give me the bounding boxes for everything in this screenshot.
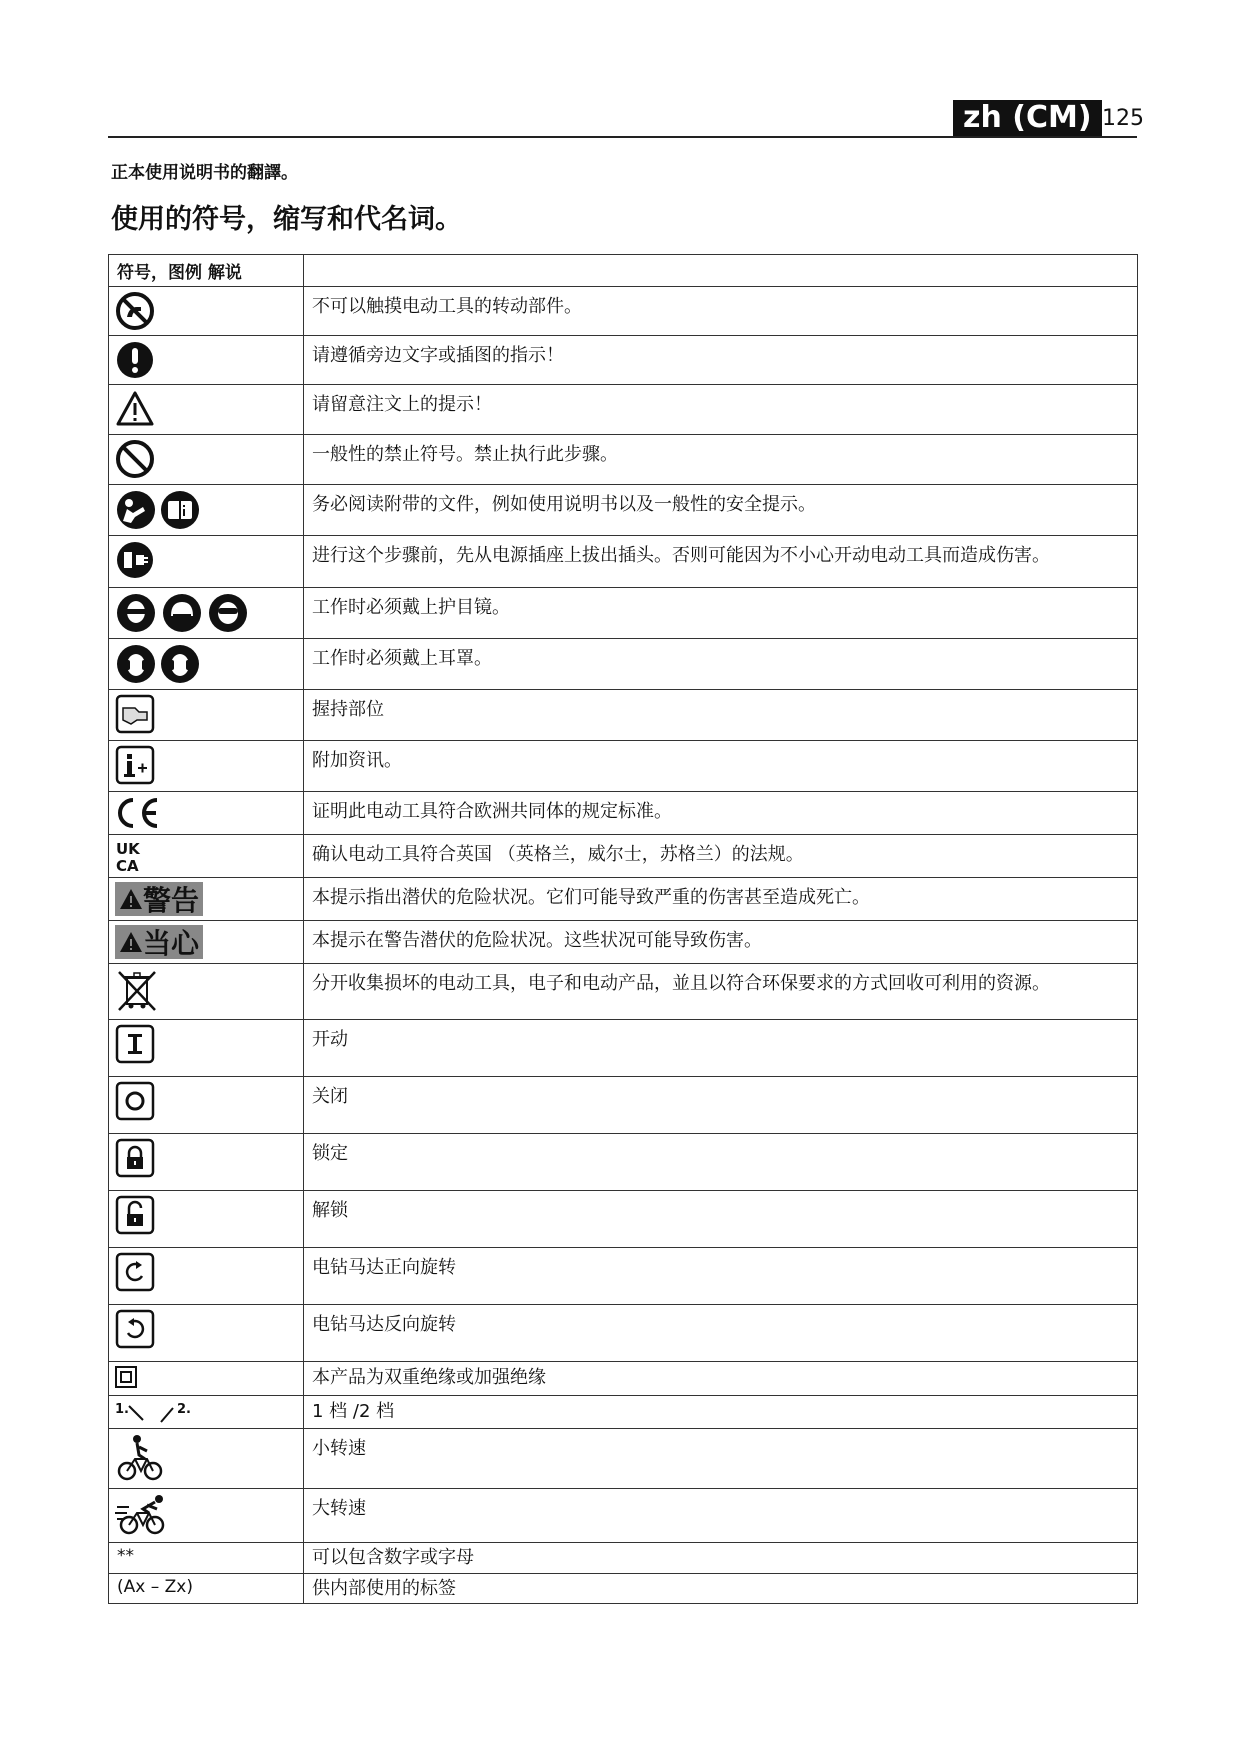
row-description: 开动	[304, 1020, 1138, 1077]
read-manual-icon	[115, 489, 203, 531]
table-row	[109, 287, 1138, 336]
table-row	[109, 435, 1138, 485]
table-row	[109, 336, 1138, 385]
warning-triangle-small-icon	[119, 931, 143, 953]
header-desc-cell	[304, 255, 1138, 287]
warning-triangle-icon	[115, 389, 155, 429]
unlock-icon	[115, 1195, 155, 1235]
table-row	[109, 1489, 1138, 1543]
ear-protection-icon	[115, 643, 203, 685]
no-touch-rotating-icon	[115, 291, 155, 331]
power-on-icon	[115, 1024, 155, 1064]
grip-area-icon	[115, 694, 155, 734]
header-rule	[108, 136, 1137, 138]
row-description: 工作时必须戴上护目镜。	[304, 588, 1138, 639]
row-description: 请留意注文上的提示！	[304, 385, 1138, 435]
svg-text:1.: 1.	[115, 1402, 129, 1417]
table-row	[109, 1077, 1138, 1134]
low-speed-bike-icon	[115, 1433, 165, 1483]
row-description: 务必阅读附带的文件，例如使用说明书以及一般性的安全提示。	[304, 485, 1138, 536]
table-row	[109, 1191, 1138, 1248]
warning-triangle-small-icon	[119, 888, 143, 910]
warning-label-icon	[115, 882, 203, 916]
table-row	[109, 964, 1138, 1020]
mandatory-action-icon	[115, 340, 155, 380]
table-row	[109, 835, 1138, 878]
table-row	[109, 792, 1138, 835]
row-description: 一般性的禁止符号。禁止执行此步骤。	[304, 435, 1138, 485]
table-row	[109, 1362, 1138, 1396]
table-row	[109, 1248, 1138, 1305]
table-row	[109, 921, 1138, 964]
ukca-mark-icon	[115, 839, 149, 873]
gear-1-2-icon	[115, 1400, 199, 1424]
svg-text:CA: CA	[116, 857, 139, 873]
row-description: 1 档 /2 档	[304, 1396, 1138, 1429]
translation-note: 正本使用说明书的翻譯。	[111, 163, 298, 183]
high-speed-bike-icon	[115, 1493, 171, 1537]
table-row	[109, 588, 1138, 639]
row-symbol-text: **	[117, 1546, 134, 1566]
row-description: 电钻马达反向旋转	[304, 1305, 1138, 1362]
row-description: 本提示在警告潜伏的危险状况。这些状况可能导致伤害。	[304, 921, 1138, 964]
row-description: 本提示指出潜伏的危险状况。它们可能导致严重的伤害甚至造成死亡。	[304, 878, 1138, 921]
info-icon	[115, 745, 155, 785]
caution-label-text: 当心	[143, 927, 200, 960]
row-symbol-text: (Ax – Zx)	[117, 1577, 193, 1597]
table-row	[109, 1396, 1138, 1429]
lock-icon	[115, 1138, 155, 1178]
row-description: 不可以触摸电动工具的转动部件。	[304, 287, 1138, 336]
row-description: 工作时必须戴上耳罩。	[304, 639, 1138, 690]
row-description: 确认电动工具符合英国 （英格兰，威尔士，苏格兰）的法规。	[304, 835, 1138, 878]
table-row	[109, 385, 1138, 435]
double-insulation-icon	[115, 1366, 137, 1388]
row-description: 供内部使用的标签	[304, 1574, 1138, 1604]
table-header-row	[109, 255, 1138, 287]
table-row	[109, 639, 1138, 690]
table-row	[109, 1543, 1138, 1574]
table-row	[109, 690, 1138, 741]
rotate-clockwise-icon	[115, 1252, 155, 1292]
row-description: 本产品为双重绝缘或加强绝缘	[304, 1362, 1138, 1396]
row-description: 附加资讯。	[304, 741, 1138, 792]
page-number: 125	[1102, 106, 1144, 131]
caution-label-icon	[115, 925, 203, 959]
svg-text:UK: UK	[116, 840, 140, 858]
symbols-table	[108, 254, 1138, 1604]
row-description: 可以包含数字或字母	[304, 1543, 1138, 1574]
row-description: 分开收集损坏的电动工具，电子和电动产品，並且以符合环保要求的方式回收可利用的资源。	[304, 964, 1138, 1020]
row-description: 请遵循旁边文字或插图的指示！	[304, 336, 1138, 385]
language-badge: zh (CM)	[953, 100, 1102, 136]
row-description: 小转速	[304, 1429, 1138, 1489]
table-row	[109, 1429, 1138, 1489]
page-title: 使用的符号，缩写和代名词。	[111, 204, 462, 235]
row-description: 电钻马达正向旋转	[304, 1248, 1138, 1305]
table-row	[109, 878, 1138, 921]
svg-text:2.: 2.	[177, 1402, 191, 1417]
row-description: 握持部位	[304, 690, 1138, 741]
table-row	[109, 1574, 1138, 1604]
unplug-icon	[115, 540, 155, 580]
table-row	[109, 1305, 1138, 1362]
table-row	[109, 741, 1138, 792]
row-description: 证明此电动工具符合欧洲共同体的规定标准。	[304, 792, 1138, 835]
row-description: 大转速	[304, 1489, 1138, 1543]
table-row	[109, 1134, 1138, 1191]
header-symbol-cell: 符号，图例 解说	[117, 263, 242, 283]
rotate-counterclockwise-icon	[115, 1309, 155, 1349]
table-row	[109, 536, 1138, 588]
power-off-icon	[115, 1081, 155, 1121]
ce-mark-icon	[115, 796, 161, 830]
weee-bin-icon	[115, 968, 159, 1012]
table-row	[109, 485, 1138, 536]
warning-label-text: 警告	[143, 884, 200, 917]
prohibition-icon	[115, 439, 155, 479]
row-description: 进行这个步骤前，先从电源插座上拔出插头。否则可能因为不小心开动电动工具而造成伤害。	[304, 536, 1138, 588]
table-row	[109, 1020, 1138, 1077]
row-description: 解锁	[304, 1191, 1138, 1248]
eye-protection-icon	[115, 592, 249, 634]
row-description: 锁定	[304, 1134, 1138, 1191]
row-description: 关闭	[304, 1077, 1138, 1134]
